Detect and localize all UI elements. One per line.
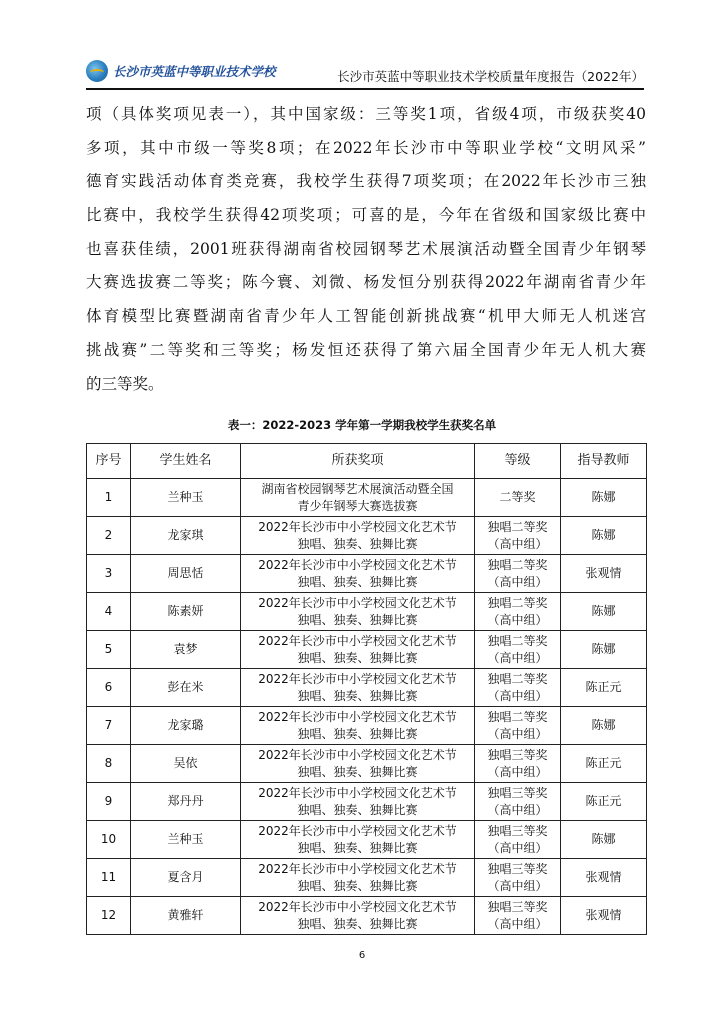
cell-teacher-line: 陈娜 [591,528,616,543]
cell-number [87,707,131,745]
cell-award-line: 2022年长沙市中小学校园文化艺术节 [258,520,457,534]
cell-level-line: （高中组） [487,612,548,627]
cell-number-line: 12 [100,908,117,923]
cell-number [87,631,131,669]
cell-level-line: 独唱二等奖 [487,672,548,686]
cell-number [87,593,131,631]
cell-student-name [131,517,241,555]
awards-table [86,443,647,935]
cell-award [241,593,475,631]
paragraph-line: 项（具体奖项见表一），其中国家级：三等奖1项，省级4项，市级获奖40 [86,105,646,123]
cell-student-name [131,479,241,517]
cell-student-name-line: 兰种玉 [167,490,204,505]
cell-number [87,897,131,935]
cell-teacher [561,783,647,821]
cell-award-line: 湖南省校园钢琴艺术展演活动暨全国 [261,482,454,496]
body-paragraph [86,98,646,401]
cell-level-line: （高中组） [487,840,548,855]
cell-student-name-line: 周思恬 [167,566,204,581]
cell-award-line: 2022年长沙市中小学校园文化艺术节 [258,672,457,686]
cell-award-line: 2022年长沙市中小学校园文化艺术节 [258,596,457,610]
table-row [87,593,647,631]
paragraph-line: 德育实践活动体育类竞赛，我校学生获得7项奖项；在2022年长沙市三独 [86,172,646,191]
cell-number-line: 4 [104,604,113,619]
cell-teacher-line: 张观情 [585,870,622,885]
cell-number-line: 9 [104,794,113,809]
paragraph-line: 多项，其中市级一等奖8项；在2022年长沙市中等职业学校“文明风采” [86,138,646,157]
cell-number [87,821,131,859]
cell-level [475,859,561,897]
cell-number [87,479,131,517]
table-row [87,479,647,517]
cell-level-line: 独唱二等奖 [487,558,548,572]
cell-teacher-line: 陈正元 [585,680,622,695]
cell-teacher [561,897,647,935]
cell-teacher-line: 张观情 [585,566,622,581]
cell-teacher [561,669,647,707]
cell-student-name [131,631,241,669]
cell-student-name-line: 龙家琪 [167,528,204,543]
table-row [87,631,647,669]
cell-level-line: （高中组） [487,802,548,817]
cell-student-name [131,783,241,821]
header-level: 等级 [475,444,561,479]
paragraph-line: 大赛选拔赛二等奖；陈今寰、刘微、杨发恒分别获得2022年湖南省青少年 [86,273,646,292]
cell-level-line: （高中组） [487,574,548,589]
cell-award [241,783,475,821]
cell-number-line: 2 [104,528,113,543]
cell-level [475,593,561,631]
table-row [87,707,647,745]
cell-teacher [561,479,647,517]
cell-award-line: 2022年长沙市中小学校园文化艺术节 [258,900,457,914]
page-header [86,58,644,88]
cell-level-line: （高中组） [487,688,548,703]
cell-level [475,479,561,517]
cell-student-name-line: 郑丹丹 [167,794,204,809]
table-row [87,669,647,707]
cell-level-line: （高中组） [487,726,548,741]
paragraph-line: 体育模型比赛暨湖南省青少年人工智能创新挑战赛“机甲大师无人机迷宫 [86,307,646,326]
paragraph-line: 比赛中，我校学生获得42项奖项；可喜的是，今年在省级和国家级比赛中 [86,206,646,225]
cell-award-line: 2022年长沙市中小学校园文化艺术节 [258,634,457,648]
header-divider [86,88,644,90]
cell-award-line: 独唱、独奏、独舞比赛 [297,612,418,627]
paragraph-line: 挑战赛”二等奖和三等奖；杨发恒还获得了第六届全国青少年无人机大赛 [86,340,646,359]
cell-number [87,555,131,593]
cell-student-name [131,821,241,859]
cell-level-line: （高中组） [487,878,548,893]
cell-level-line: （高中组） [487,650,548,665]
cell-teacher-line: 陈娜 [591,642,616,657]
cell-level-line: 独唱三等奖 [487,786,548,800]
header-student-name: 学生姓名 [131,444,241,479]
cell-award-line: 独唱、独奏、独舞比赛 [297,916,418,931]
cell-student-name-line: 陈素妍 [167,604,204,619]
cell-student-name-line: 吴依 [173,756,198,771]
table-row [87,821,647,859]
table-body [87,479,647,935]
cell-level [475,897,561,935]
cell-teacher [561,859,647,897]
cell-student-name [131,669,241,707]
cell-level-line: 独唱二等奖 [487,710,548,724]
table-header-row [87,444,647,479]
cell-level [475,783,561,821]
cell-number-line: 10 [100,832,117,847]
cell-award-line: 独唱、独奏、独舞比赛 [297,536,418,551]
cell-teacher [561,745,647,783]
cell-level [475,821,561,859]
cell-number-line: 11 [100,870,117,885]
logo-text: 长沙市英蓝中等职业技术学校 [113,64,276,79]
cell-teacher [561,593,647,631]
cell-teacher [561,517,647,555]
cell-student-name [131,707,241,745]
cell-award-line: 2022年长沙市中小学校园文化艺术节 [258,710,457,724]
cell-number [87,669,131,707]
cell-award-line: 2022年长沙市中小学校园文化艺术节 [258,862,457,876]
cell-award-line: 青少年钢琴大赛选拔赛 [297,498,418,513]
cell-teacher-line: 陈正元 [585,756,622,771]
school-logo [86,60,276,82]
cell-teacher-line: 陈娜 [591,832,616,847]
cell-level [475,707,561,745]
cell-number [87,517,131,555]
cell-student-name-line: 兰种玉 [167,832,204,847]
cell-award-line: 独唱、独奏、独舞比赛 [297,688,418,703]
cell-level [475,555,561,593]
cell-award-line: 独唱、独奏、独舞比赛 [297,764,418,779]
cell-level-line: 二等奖 [499,490,536,505]
header-award: 所获奖项 [241,444,475,479]
cell-teacher [561,707,647,745]
cell-award [241,517,475,555]
report-title: 长沙市英蓝中等职业技术学校质量年度报告（2022年） [337,69,644,84]
table-row [87,783,647,821]
cell-award-line: 2022年长沙市中小学校园文化艺术节 [258,786,457,800]
cell-award-line: 2022年长沙市中小学校园文化艺术节 [258,748,457,762]
cell-level-line: 独唱二等奖 [487,634,548,648]
cell-level [475,745,561,783]
cell-number-line: 7 [104,718,113,733]
cell-award-line: 独唱、独奏、独舞比赛 [297,878,418,893]
cell-teacher-line: 陈正元 [585,794,622,809]
table-row [87,897,647,935]
cell-teacher-line: 陈娜 [591,718,616,733]
cell-level-line: 独唱三等奖 [487,862,548,876]
cell-student-name-line: 夏含月 [167,870,204,885]
cell-award-line: 独唱、独奏、独舞比赛 [297,840,418,855]
cell-level-line: 独唱三等奖 [487,748,548,762]
cell-number-line: 5 [104,642,113,657]
cell-student-name-line: 龙家璐 [167,718,204,733]
cell-teacher-line: 陈娜 [591,490,616,505]
cell-level-line: 独唱二等奖 [487,520,548,534]
cell-student-name [131,593,241,631]
cell-award [241,897,475,935]
table-row [87,859,647,897]
table-row [87,745,647,783]
cell-number-line: 6 [104,680,113,695]
cell-award [241,631,475,669]
cell-teacher [561,631,647,669]
cell-award-line: 独唱、独奏、独舞比赛 [297,574,418,589]
cell-number-line: 8 [104,756,113,771]
header-number: 序号 [87,444,131,479]
cell-number [87,745,131,783]
cell-award [241,821,475,859]
cell-level-line: （高中组） [487,764,548,779]
cell-level [475,669,561,707]
cell-award [241,859,475,897]
paragraph-line: 也喜获佳绩，2001班获得湖南省校园钢琴艺术展演活动暨全国青少年钢琴 [86,239,646,258]
cell-student-name [131,859,241,897]
cell-teacher [561,821,647,859]
paragraph-line: 的三等奖。 [86,374,164,393]
table-row [87,517,647,555]
cell-level-line: 独唱三等奖 [487,900,548,914]
cell-level [475,631,561,669]
table-row [87,555,647,593]
cell-award-line: 独唱、独奏、独舞比赛 [297,802,418,817]
cell-award [241,669,475,707]
cell-teacher [561,555,647,593]
header-teacher: 指导教师 [561,444,647,479]
cell-level-line: （高中组） [487,536,548,551]
cell-award [241,707,475,745]
cell-level-line: 独唱二等奖 [487,596,548,610]
cell-award-line: 独唱、独奏、独舞比赛 [297,650,418,665]
cell-level-line: 独唱三等奖 [487,824,548,838]
cell-student-name [131,555,241,593]
cell-award [241,479,475,517]
cell-level [475,517,561,555]
cell-student-name-line: 黄雅轩 [167,908,204,923]
table-caption: 表一：2022-2023 学年第一学期我校学生获奖名单 [227,418,497,432]
cell-student-name [131,745,241,783]
cell-number [87,783,131,821]
cell-award-line: 2022年长沙市中小学校园文化艺术节 [258,824,457,838]
cell-student-name-line: 袁梦 [173,642,198,657]
cell-student-name-line: 彭在米 [167,680,204,695]
cell-award-line: 2022年长沙市中小学校园文化艺术节 [258,558,457,572]
school-emblem-icon [86,60,108,82]
cell-level-line: （高中组） [487,916,548,931]
cell-number [87,859,131,897]
cell-student-name [131,897,241,935]
page-number: 6 [358,950,366,961]
cell-teacher-line: 张观情 [585,908,622,923]
cell-award-line: 独唱、独奏、独舞比赛 [297,726,418,741]
cell-teacher-line: 陈娜 [591,604,616,619]
cell-award [241,555,475,593]
cell-number-line: 1 [104,490,113,505]
cell-number-line: 3 [104,566,113,581]
cell-award [241,745,475,783]
